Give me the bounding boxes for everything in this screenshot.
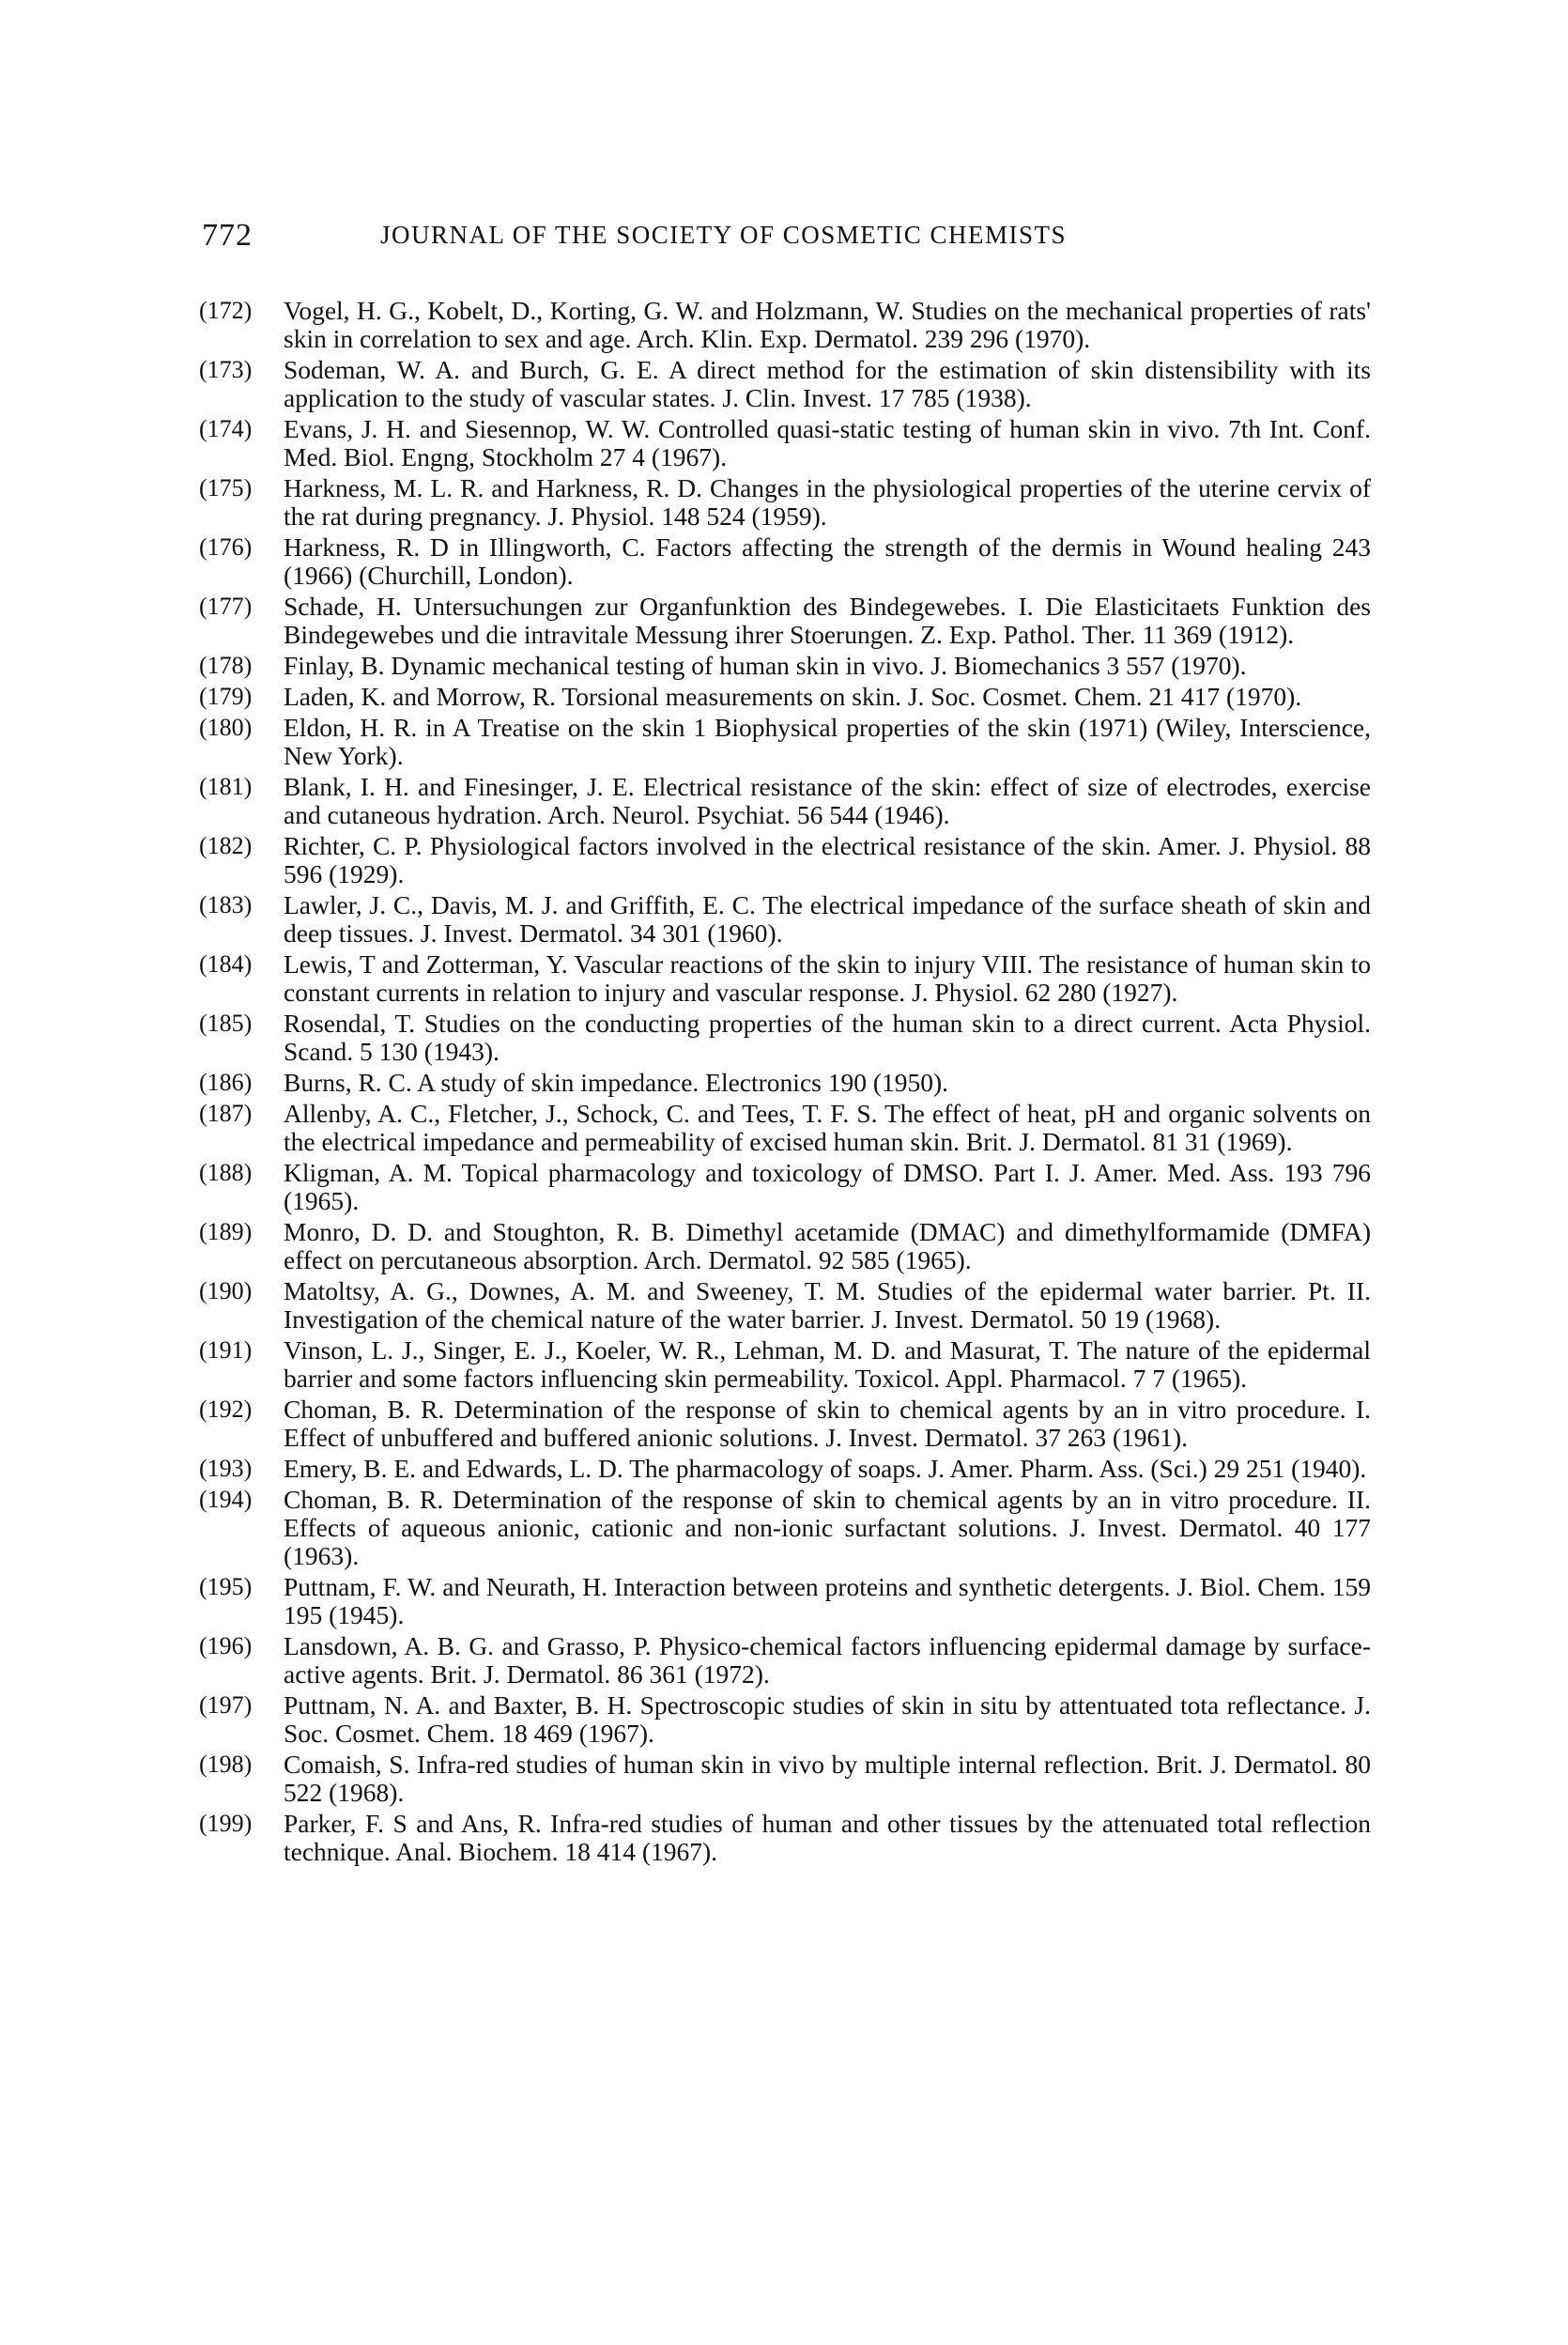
reference-number: (176): [199, 533, 253, 561]
reference-text: Harkness, R. D in Illingworth, C. Factors affecting the strength of the dermis in Wound healing 243 (1966) (Churchill, London).: [284, 532, 1371, 590]
reference-item: [199, 1751, 1371, 1807]
reference-text: Choman, B. R. Determination of the response of skin to chemical agents by an in vitro procedure. I. Effect of unbuffered and buffered anionic solutions. J. Invest. Dermatol. 37 263 (1961).: [284, 1395, 1371, 1452]
reference-text: Blank, I. H. and Finesinger, J. E. Electrical resistance of the skin: effect of size of electrodes, exercise and cutaneous hydration. Arch. Neurol. Psychiat. 56 544 (1946).: [284, 772, 1371, 829]
reference-item: [199, 1455, 1371, 1483]
reference-number: (180): [199, 714, 253, 741]
reference-item: [199, 652, 1371, 680]
reference-number: (174): [199, 415, 253, 442]
reference-text: Matoltsy, A. G., Downes, A. M. and Sweeney, T. M. Studies of the epidermal water barrier. Pt. II. Investigation of the chemical nature of the water barrier. J. Invest. Dermatol. 50 19 (1968).: [284, 1276, 1371, 1334]
reference-item: [199, 1010, 1371, 1066]
reference-text: Lawler, J. C., Davis, M. J. and Griffith, E. C. The electrical impedance of the surface sheath of skin and deep tissues. J. Invest. Dermatol. 34 301 (1960).: [284, 890, 1371, 948]
reference-text: Kligman, A. M. Topical pharmacology and toxicology of DMSO. Part I. J. Amer. Med. Ass. 193 796 (1965).: [284, 1158, 1371, 1215]
reference-item: [199, 1336, 1371, 1393]
reference-number: (173): [199, 356, 253, 383]
reference-item: [199, 832, 1371, 888]
reference-item: [199, 297, 1371, 353]
reference-number: (188): [199, 1159, 253, 1186]
reference-text: Rosendal, T. Studies on the conducting properties of the human skin to a direct current. Acta Physiol. Scand. 5 130 (1943).: [284, 1009, 1371, 1066]
page-header: [202, 218, 1404, 255]
reference-text: Vinson, L. J., Singer, E. J., Koeler, W. R., Lehman, M. D. and Masurat, T. The nature of the epidermal barrier and some factors influencing skin permeability. Toxicol. Appl. Pharmacol. 7 7 (1965).: [284, 1335, 1371, 1393]
reference-item: [199, 683, 1371, 711]
reference-number: (198): [199, 1751, 253, 1778]
reference-number: (197): [199, 1691, 253, 1719]
reference-text: Lewis, T and Zotterman, Y. Vascular reactions of the skin to injury VIII. The resistance of human skin to constant currents in relation to injury and vascular response. J. Physiol. 62 280 (1927).: [284, 949, 1371, 1007]
reference-text: Comaish, S. Infra-red studies of human skin in vivo by multiple internal reflection. Brit. J. Dermatol. 80 522 (1968).: [284, 1750, 1371, 1807]
reference-number: (193): [199, 1455, 253, 1482]
reference-number: (178): [199, 652, 253, 679]
reference-item: [199, 1632, 1371, 1689]
reference-item: [199, 1810, 1371, 1866]
reference-item: [199, 891, 1371, 948]
reference-item: [199, 1159, 1371, 1215]
reference-item: [199, 415, 1371, 471]
journal-title: JOURNAL OF THE SOCIETY OF COSMETIC CHEMISTS: [380, 221, 1068, 249]
reference-number: (172): [199, 297, 253, 324]
reference-number: (194): [199, 1486, 253, 1513]
reference-text: Lansdown, A. B. G. and Grasso, P. Physico-chemical factors influencing epidermal damage by surface-active agents. Brit. J. Dermatol. 86 361 (1972).: [284, 1631, 1371, 1689]
reference-text: Emery, B. E. and Edwards, L. D. The pharmacology of soaps. J. Amer. Pharm. Ass. (Sci.) 29 251 (1940).: [284, 1454, 1367, 1483]
reference-text: Richter, C. P. Physiological factors involved in the electrical resistance of the skin. Amer. J. Physiol. 88 596 (1929).: [284, 831, 1371, 888]
reference-text: Schade, H. Untersuchungen zur Organfunktion des Bindegewebes. I. Die Elasticitaets Funktion des Bindegewebes und die intravitale Messung ihrer Stoerungen. Z. Exp. Pathol. Ther. 11 369 (1912).: [284, 592, 1371, 649]
reference-text: Choman, B. R. Determination of the response of skin to chemical agents by an in vitro procedure. II. Effects of aqueous anionic, cationic and non-ionic surfactant solutions. J. Invest. Dermatol. 40 177 (1963).: [284, 1485, 1371, 1570]
reference-number: (199): [199, 1810, 253, 1837]
reference-number: (177): [199, 593, 253, 620]
reference-item: [199, 533, 1371, 590]
reference-item: [199, 950, 1371, 1007]
reference-number: (190): [199, 1277, 253, 1304]
reference-list: [199, 297, 1371, 1869]
reference-number: (182): [199, 832, 253, 859]
reference-number: (184): [199, 950, 253, 978]
reference-item: [199, 1573, 1371, 1629]
reference-item: [199, 1277, 1371, 1334]
reference-number: (187): [199, 1100, 253, 1127]
reference-item: [199, 773, 1371, 829]
reference-number: (195): [199, 1573, 253, 1600]
reference-number: (192): [199, 1396, 253, 1423]
reference-item: [199, 593, 1371, 649]
reference-number: (179): [199, 683, 253, 710]
reference-text: Puttnam, F. W. and Neurath, H. Interaction between proteins and synthetic detergents. J. Biol. Chem. 159 195 (1945).: [284, 1572, 1371, 1629]
reference-item: [199, 714, 1371, 770]
reference-item: [199, 1396, 1371, 1452]
reference-number: (181): [199, 773, 253, 800]
reference-number: (196): [199, 1632, 253, 1659]
reference-text: Eldon, H. R. in A Treatise on the skin 1 Biophysical properties of the skin (1971) (Wiley, Interscience, New York).: [284, 713, 1371, 770]
reference-number: (191): [199, 1336, 253, 1364]
reference-text: Harkness, M. L. R. and Harkness, R. D. Changes in the physiological properties of the uterine cervix of the rat during pregnancy. J. Physiol. 148 524 (1959).: [284, 473, 1371, 531]
reference-text: Evans, J. H. and Siesennop, W. W. Controlled quasi-static testing of human skin in vivo. 7th Int. Conf. Med. Biol. Engng, Stockholm 27 4 (1967).: [284, 414, 1371, 471]
reference-number: (183): [199, 891, 253, 918]
reference-item: [199, 1100, 1371, 1156]
reference-item: [199, 1486, 1371, 1570]
reference-item: [199, 1691, 1371, 1748]
reference-item: [199, 1069, 1371, 1097]
reference-text: Finlay, B. Dynamic mechanical testing of human skin in vivo. J. Biomechanics 3 557 (1970).: [284, 651, 1247, 680]
reference-text: Parker, F. S and Ans, R. Infra-red studies of human and other tissues by the attenuated total reflection technique. Anal. Biochem. 18 414 (1967).: [284, 1809, 1371, 1866]
reference-text: Monro, D. D. and Stoughton, R. B. Dimethyl acetamide (DMAC) and dimethylformamide (DMFA) effect on percutaneous absorption. Arch. Dermatol. 92 585 (1965).: [284, 1217, 1371, 1274]
reference-text: Puttnam, N. A. and Baxter, B. H. Spectroscopic studies of skin in situ by attentuated tota reflectance. J. Soc. Cosmet. Chem. 18 469 (1967).: [284, 1690, 1371, 1748]
reference-text: Vogel, H. G., Kobelt, D., Korting, G. W. and Holzmann, W. Studies on the mechanical properties of rats' skin in correlation to sex and age. Arch. Klin. Exp. Dermatol. 239 296 (1970).: [284, 296, 1371, 353]
reference-text: Sodeman, W. A. and Burch, G. E. A direct method for the estimation of skin distensibility with its application to the study of vascular states. J. Clin. Invest. 17 785 (1938).: [284, 355, 1371, 412]
reference-item: [199, 474, 1371, 531]
reference-text: Burns, R. C. A study of skin impedance. Electronics 190 (1950).: [284, 1068, 949, 1097]
page-number: 772: [202, 218, 253, 253]
reference-number: (186): [199, 1069, 253, 1096]
reference-number: (185): [199, 1010, 253, 1037]
reference-text: Allenby, A. C., Fletcher, J., Schock, C. and Tees, T. F. S. The effect of heat, pH and organic solvents on the electrical impedance and permeability of excised human skin. Brit. J. Dermatol. 81 31 (1969).: [284, 1099, 1371, 1156]
reference-number: (189): [199, 1218, 253, 1245]
reference-item: [199, 1218, 1371, 1274]
reference-item: [199, 356, 1371, 412]
reference-text: Laden, K. and Morrow, R. Torsional measurements on skin. J. Soc. Cosmet. Chem. 21 417 (1970).: [284, 682, 1302, 711]
reference-number: (175): [199, 474, 253, 501]
